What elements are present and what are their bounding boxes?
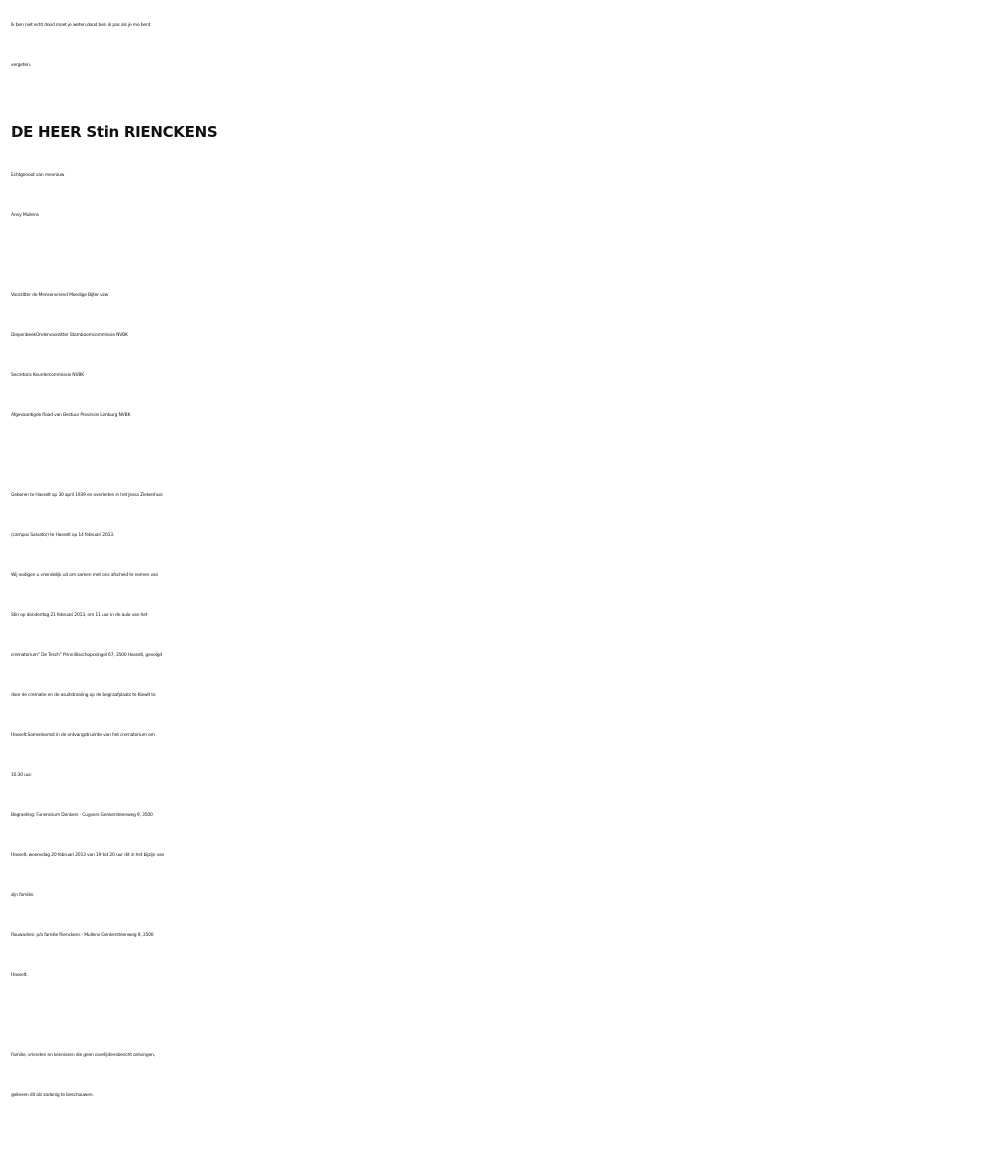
spacer (11, 236, 996, 276)
function-line: Voorzitter de Mensenvriend Moedige Bijter vzw (11, 293, 109, 298)
closing-block (11, 1036, 996, 1116)
deceased-name: DE HEER Stin RIENCKENS (11, 123, 218, 141)
detail-line: Begroeting: Funerarium Donkers - Cuypers Genkersteenweg 9, 3500 (11, 813, 153, 818)
detail-line: 10.30 uur. (11, 773, 32, 778)
function-line: Secretaris Keurdercommissie NVBK (11, 373, 84, 378)
details-block (11, 476, 996, 996)
functions-block (11, 276, 996, 436)
detail-line: door de crematie en de asuitstrooiing op de begraafplaats te Kiewit te (11, 693, 156, 698)
detail-line: Hasselt. (11, 973, 28, 978)
detail-line: Rouwadres: p/a familie Rienckens - Mullens Genkersteenweg 9, 3500 (11, 933, 154, 938)
detail-line: crematorium“ De Tesch” Prins-Bisschopssingel 67, 3500 Hasselt, gevolgd (11, 653, 163, 658)
detail-line: Hasselt.Samenkomst in de ontvangstruimte van het crematorium om (11, 733, 155, 738)
function-line: DiepenbeekOndervoorzitter Stamboomcommissie NVBK (11, 333, 128, 338)
motto-line: vergeten. (11, 63, 31, 68)
closing-line: Familie, vrienden en kennissen die geen overlijdensbericht ontvingen, (11, 1053, 156, 1058)
detail-line: Hasselt, woensdag 20 februari 2013 van 19 tot 20 uur dit in het bijzijn van (11, 853, 165, 858)
detail-line: Geboren te Hasselt op 30 april 1939 en overleden in het Jessa Ziekenhuis (11, 493, 163, 498)
detail-line: Wij nodigen u vriendelijk uit om samen met ons afscheid te nemen van (11, 573, 159, 578)
spacer (11, 436, 996, 476)
obituary-document (11, 6, 996, 1116)
function-line: Afgevaardigde Raad van Bestuur Provincie Limburg NVBK (11, 413, 131, 418)
spouse-line: Echtgenoot van mevrouw (11, 173, 65, 178)
motto-block (11, 6, 996, 86)
spouse-block (11, 156, 996, 236)
detail-line: Stin op donderdag 21 februari 2013, om 11 uur in de aula van het (11, 613, 148, 618)
detail-line: zijn familie. (11, 893, 35, 898)
spacer (11, 996, 996, 1036)
closing-line: gelieven dit als zodanig te beschouwen. (11, 1093, 94, 1098)
spouse-line: Anny Mullens (11, 213, 39, 218)
detail-line: (campus Salvator) te Hasselt op 14 februari 2013. (11, 533, 115, 538)
motto-line: Ik ben niet echt dood moet je weten,dood ben ik pas als je me bent (11, 23, 151, 28)
